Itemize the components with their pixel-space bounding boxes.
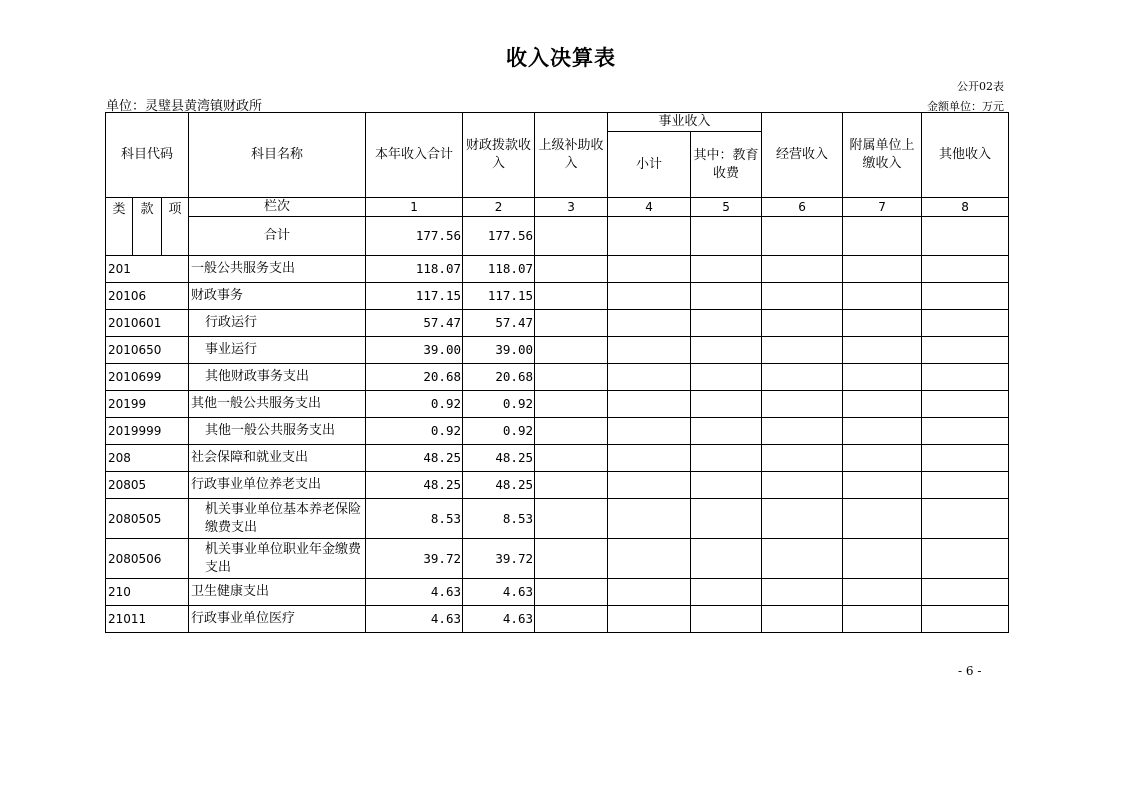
column-number: 8 (922, 198, 1009, 217)
row-other-income (922, 256, 1009, 283)
row-subtotal (608, 579, 691, 606)
row-name: 一般公共服务支出 (189, 256, 366, 283)
row-code: 20805 (106, 472, 189, 499)
row-fiscal-allocation: 20.68 (463, 364, 535, 391)
row-code: 20106 (106, 283, 189, 310)
header-operating-income: 经营收入 (762, 113, 843, 198)
row-name: 卫生健康支出 (189, 579, 366, 606)
row-other-income (922, 418, 1009, 445)
header-subject-name: 科目名称 (189, 113, 366, 198)
column-number: 4 (608, 198, 691, 217)
row-total-income: 118.07 (366, 256, 463, 283)
row-other-income (922, 310, 1009, 337)
header-education-fees: 其中：教育收费 (691, 132, 762, 198)
row-code: 21011 (106, 606, 189, 633)
row-total-income: 117.15 (366, 283, 463, 310)
row-affiliated-income (843, 364, 922, 391)
column-number: 2 (463, 198, 535, 217)
table-row (106, 445, 1009, 472)
row-operating-income (762, 499, 843, 539)
page-number: - 6 - (958, 664, 982, 678)
row-subtotal (608, 472, 691, 499)
row-affiliated-income (843, 579, 922, 606)
row-other-income (922, 472, 1009, 499)
row-other-income (922, 606, 1009, 633)
row-code: 2080505 (106, 499, 189, 539)
row-affiliated-income (843, 418, 922, 445)
row-total-income: 57.47 (366, 310, 463, 337)
row-education-fees (691, 499, 762, 539)
row-code: 2010699 (106, 364, 189, 391)
row-total-income: 39.00 (366, 337, 463, 364)
row-code: 2010650 (106, 337, 189, 364)
row-total-income: 0.92 (366, 418, 463, 445)
row-name: 财政事务 (189, 283, 366, 310)
row-total-income: 20.68 (366, 364, 463, 391)
row-subtotal (608, 364, 691, 391)
row-education-fees (691, 418, 762, 445)
row-total-income: 0.92 (366, 391, 463, 418)
row-subtotal (608, 606, 691, 633)
row-affiliated-income (843, 310, 922, 337)
row-other-income (922, 539, 1009, 579)
table-row (106, 579, 1009, 606)
row-fiscal-allocation: 0.92 (463, 391, 535, 418)
row-code: 2019999 (106, 418, 189, 445)
row-education-fees (691, 579, 762, 606)
row-operating-income (762, 337, 843, 364)
row-total-income: 4.63 (366, 579, 463, 606)
row-affiliated-income (843, 283, 922, 310)
row-other-income (922, 283, 1009, 310)
row-operating-income (762, 606, 843, 633)
row-code: 210 (106, 579, 189, 606)
row-superior-subsidy (535, 418, 608, 445)
row-education-fees (691, 337, 762, 364)
row-total-income: 4.63 (366, 606, 463, 633)
row-operating-income (762, 445, 843, 472)
amount-unit-label: 金额单位：万元 (927, 100, 1004, 113)
row-superior-subsidy (535, 391, 608, 418)
row-superior-subsidy (535, 256, 608, 283)
row-code: 208 (106, 445, 189, 472)
total-income-value: 177.56 (366, 217, 463, 256)
row-subtotal (608, 539, 691, 579)
table-row (106, 364, 1009, 391)
row-subtotal (608, 499, 691, 539)
table-body (106, 256, 1009, 633)
table-row (106, 310, 1009, 337)
row-code: 2080506 (106, 539, 189, 579)
row-other-income (922, 579, 1009, 606)
header-subject-code: 科目代码 (106, 113, 189, 198)
row-affiliated-income (843, 391, 922, 418)
header-other-income: 其他收入 (922, 113, 1009, 198)
row-total-income: 48.25 (366, 472, 463, 499)
row-education-fees (691, 445, 762, 472)
row-superior-subsidy (535, 499, 608, 539)
row-fiscal-allocation: 39.00 (463, 337, 535, 364)
row-name: 其他一般公共服务支出 (189, 391, 366, 418)
table-row (106, 256, 1009, 283)
header-fiscal-allocation: 财政拨款收入 (463, 113, 535, 198)
row-superior-subsidy (535, 472, 608, 499)
column-number: 3 (535, 198, 608, 217)
row-affiliated-income (843, 445, 922, 472)
column-number: 7 (843, 198, 922, 217)
row-fiscal-allocation: 8.53 (463, 499, 535, 539)
row-fiscal-allocation: 48.25 (463, 445, 535, 472)
row-superior-subsidy (535, 310, 608, 337)
row-name: 行政运行 (189, 310, 366, 337)
row-subtotal (608, 337, 691, 364)
header-column-label: 栏次 (189, 198, 366, 217)
row-fiscal-allocation: 4.63 (463, 606, 535, 633)
page-title: 收入决算表 (506, 46, 616, 70)
row-education-fees (691, 539, 762, 579)
header-total-income: 本年收入合计 (366, 113, 463, 198)
row-affiliated-income (843, 499, 922, 539)
header-superior-subsidy: 上级补助收入 (535, 113, 608, 198)
row-superior-subsidy (535, 445, 608, 472)
table-row (106, 539, 1009, 579)
row-subtotal (608, 445, 691, 472)
row-name: 其他一般公共服务支出 (189, 418, 366, 445)
income-table (105, 112, 1009, 633)
row-other-income (922, 364, 1009, 391)
row-affiliated-income (843, 256, 922, 283)
row-education-fees (691, 364, 762, 391)
row-subtotal (608, 256, 691, 283)
row-fiscal-allocation: 0.92 (463, 418, 535, 445)
row-education-fees (691, 472, 762, 499)
row-subtotal (608, 391, 691, 418)
row-code: 201 (106, 256, 189, 283)
row-name: 机关事业单位基本养老保险缴费支出 (189, 499, 366, 539)
row-education-fees (691, 283, 762, 310)
row-fiscal-allocation: 57.47 (463, 310, 535, 337)
header-subtotal: 小计 (608, 132, 691, 198)
row-superior-subsidy (535, 364, 608, 391)
table-row (106, 606, 1009, 633)
row-education-fees (691, 310, 762, 337)
row-subtotal (608, 418, 691, 445)
row-operating-income (762, 283, 843, 310)
row-operating-income (762, 310, 843, 337)
row-name: 社会保障和就业支出 (189, 445, 366, 472)
row-superior-subsidy (535, 579, 608, 606)
unit-label: 单位：灵璧县黄湾镇财政所 (106, 99, 263, 114)
row-other-income (922, 391, 1009, 418)
row-subtotal (608, 283, 691, 310)
row-affiliated-income (843, 337, 922, 364)
row-operating-income (762, 364, 843, 391)
row-education-fees (691, 391, 762, 418)
header-affiliated-income: 附属单位上缴收入 (843, 113, 922, 198)
row-fiscal-allocation: 48.25 (463, 472, 535, 499)
table-header (106, 113, 1009, 256)
row-operating-income (762, 418, 843, 445)
row-name: 行政事业单位医疗 (189, 606, 366, 633)
row-other-income (922, 337, 1009, 364)
row-operating-income (762, 391, 843, 418)
row-fiscal-allocation: 4.63 (463, 579, 535, 606)
row-education-fees (691, 606, 762, 633)
column-number: 1 (366, 198, 463, 217)
row-name: 行政事业单位养老支出 (189, 472, 366, 499)
row-affiliated-income (843, 606, 922, 633)
header-section: 款 (133, 198, 162, 256)
row-code: 2010601 (106, 310, 189, 337)
row-name: 其他财政事务支出 (189, 364, 366, 391)
row-fiscal-allocation: 117.15 (463, 283, 535, 310)
row-total-income: 39.72 (366, 539, 463, 579)
total-fiscal-value: 177.56 (463, 217, 535, 256)
table-row (106, 418, 1009, 445)
row-subtotal (608, 310, 691, 337)
total-label: 合计 (189, 217, 366, 256)
row-other-income (922, 499, 1009, 539)
row-fiscal-allocation: 118.07 (463, 256, 535, 283)
column-number: 6 (762, 198, 843, 217)
row-fiscal-allocation: 39.72 (463, 539, 535, 579)
row-operating-income (762, 472, 843, 499)
row-operating-income (762, 539, 843, 579)
table-row (106, 499, 1009, 539)
form-number: 公开02表 (957, 80, 1004, 93)
row-operating-income (762, 579, 843, 606)
row-total-income: 8.53 (366, 499, 463, 539)
header-item: 项 (162, 198, 189, 256)
row-operating-income (762, 256, 843, 283)
row-superior-subsidy (535, 539, 608, 579)
column-number: 5 (691, 198, 762, 217)
row-other-income (922, 445, 1009, 472)
row-superior-subsidy (535, 283, 608, 310)
row-affiliated-income (843, 539, 922, 579)
header-business-income: 事业收入 (608, 113, 762, 132)
row-superior-subsidy (535, 606, 608, 633)
row-superior-subsidy (535, 337, 608, 364)
table-row (106, 391, 1009, 418)
row-name: 事业运行 (189, 337, 366, 364)
row-code: 20199 (106, 391, 189, 418)
row-name: 机关事业单位职业年金缴费支出 (189, 539, 366, 579)
row-education-fees (691, 256, 762, 283)
row-affiliated-income (843, 472, 922, 499)
row-total-income: 48.25 (366, 445, 463, 472)
header-category: 类 (106, 198, 133, 256)
table-row (106, 283, 1009, 310)
table-row (106, 472, 1009, 499)
table-row (106, 337, 1009, 364)
